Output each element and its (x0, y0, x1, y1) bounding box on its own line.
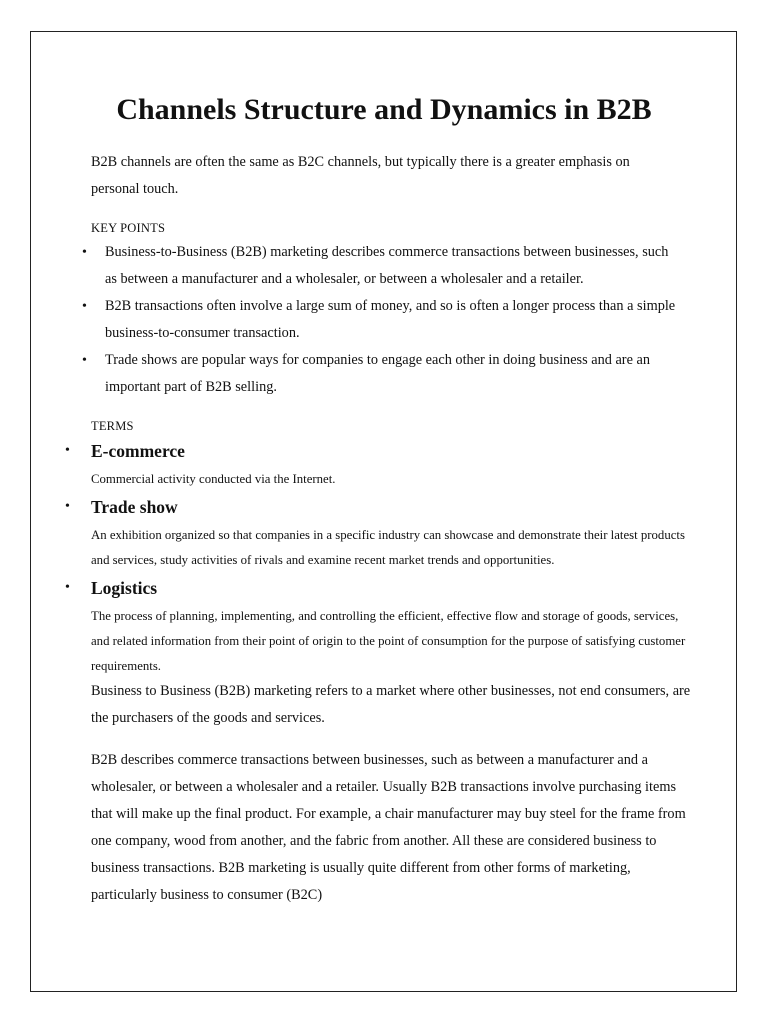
term-name (0, 439, 768, 463)
body-paragraph: Business to Business (B2B) marketing refers to a market where other businesses, not end consumers, are the purchasers of the goods and services. (91, 683, 691, 726)
term-label: Logistics (91, 578, 158, 598)
bullet-icon: • (82, 353, 87, 368)
term-label: Trade show (91, 497, 178, 517)
bullet-icon: • (65, 580, 70, 595)
page-title: Channels Structure and Dynamics in B2B (116, 93, 652, 126)
term-definition: An exhibition organized so that companies in a specific industry can showcase and demonstrate their latest products and services, study activities of rivals and examine recent market trends and opportunities. (91, 528, 685, 567)
term-definition: Commercial activity conducted via the Internet. (91, 472, 336, 486)
bullet-icon: • (65, 499, 70, 514)
key-point-text: Business-to-Business (B2B) marketing describes commerce transactions between businesses, such as between a manufacturer and a wholesaler, or between a wholesaler and a retailer. (105, 244, 669, 287)
key-points-list (0, 239, 768, 401)
term-entry (0, 576, 768, 679)
key-point-text: B2B transactions often involve a large sum of money, and so is often a longer process than a simple business-to-consumer transaction. (105, 298, 676, 341)
bullet-icon: • (82, 245, 87, 260)
term-label: E-commerce (91, 441, 185, 461)
term-name (0, 495, 768, 519)
terms-heading: TERMS (91, 419, 134, 433)
bullet-icon: • (82, 299, 87, 314)
term-entry (0, 495, 768, 573)
term-name (0, 576, 768, 600)
term-entry (0, 439, 768, 492)
bullet-icon: • (65, 443, 70, 458)
body-paragraph: B2B describes commerce transactions between businesses, such as between a manufacturer and a wholesaler, or between a wholesaler and a retailer. Usually B2B transactions involve purchasing items that will make up the final product. For example, a chair manufacturer may buy steel for the frame from one company, wood from another, and the fabric from another. All these are considered business to business transactions. B2B marketing is usually quite different from other forms of marketing, particularly business to consumer (B2C) (91, 752, 686, 903)
key-point-item (0, 347, 680, 401)
key-point-item (0, 239, 680, 293)
key-points-heading: KEY POINTS (91, 221, 166, 235)
key-point-text: Trade shows are popular ways for companies to engage each other in doing business and are an important part of B2B selling. (105, 352, 650, 395)
intro-paragraph: B2B channels are often the same as B2C channels, but typically there is a greater emphasis on personal touch. (91, 154, 630, 197)
key-point-item (0, 293, 680, 347)
term-definition: The process of planning, implementing, and controlling the efficient, effective flow and storage of goods, services, and related information from their point of origin to the point of consumption for the purpose of satisfying customer requirements. (91, 609, 686, 673)
